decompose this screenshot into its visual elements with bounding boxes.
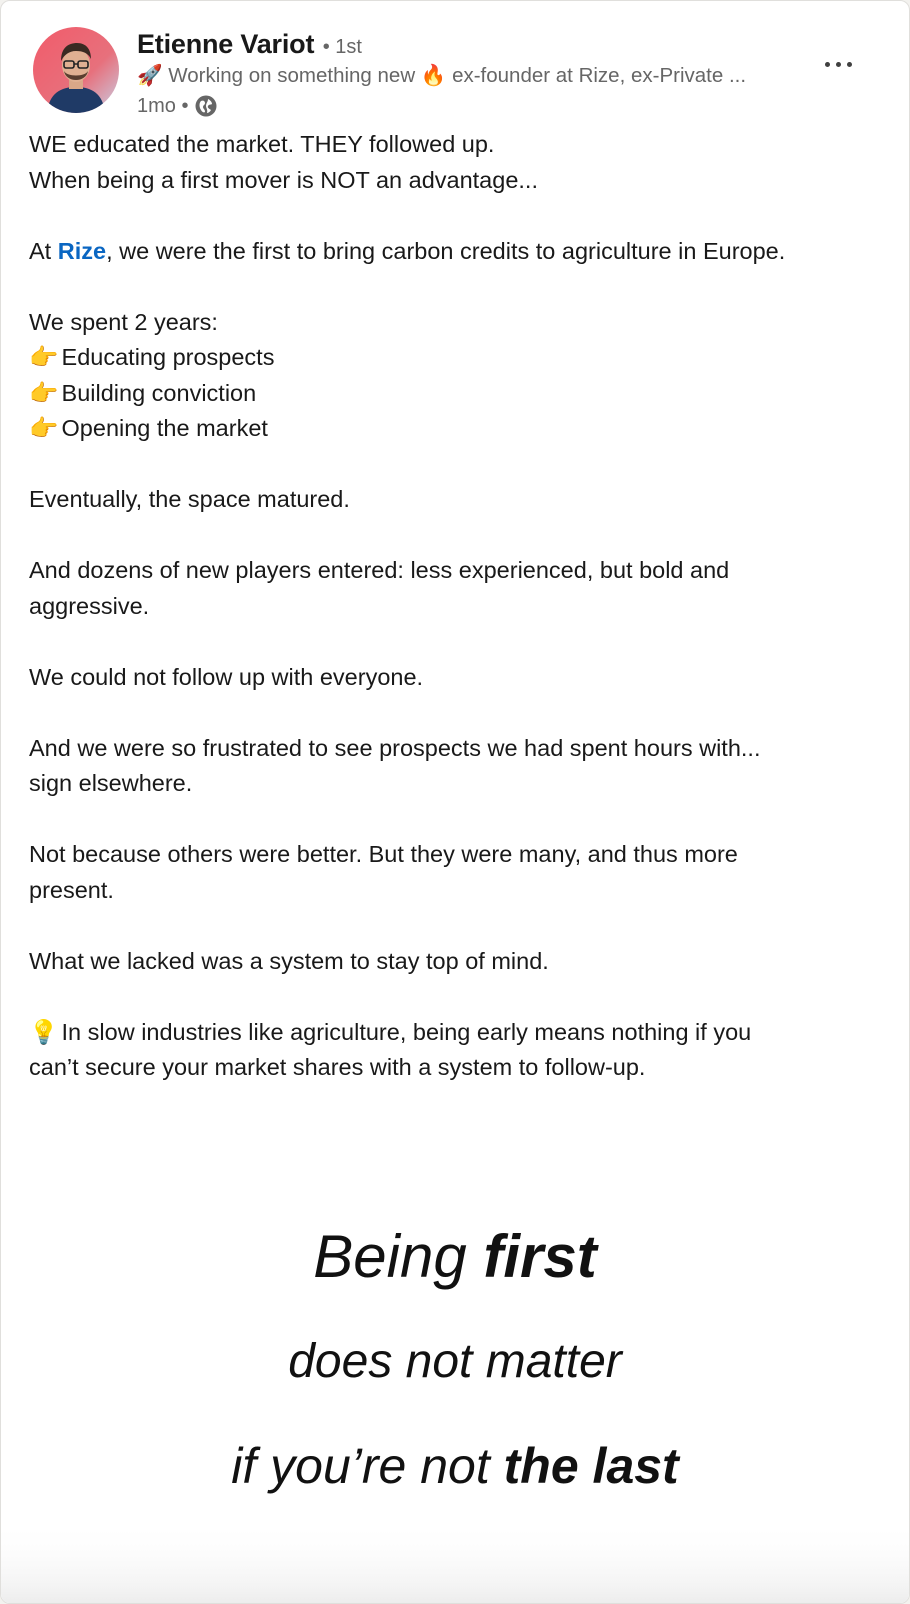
post-meta [137, 91, 827, 121]
body-line: aggressive. [29, 592, 150, 619]
rocket-icon: 🚀 [137, 64, 163, 87]
headline-tail: ex-founder at Rize, ex-Private ... [452, 64, 747, 87]
company-mention-link[interactable]: Rize [57, 237, 107, 264]
body-text-fragment: At [29, 237, 58, 264]
body-line: And we were so frustrated to see prospects we had spent hours with... [29, 734, 761, 761]
bullet-text: Building conviction [61, 379, 257, 406]
light-bulb-icon: 💡 [29, 1018, 59, 1045]
body-line: Not because others were better. But they were many, and thus more [29, 841, 738, 867]
image-caption-line1: Being first [313, 1223, 597, 1290]
headline-text: Working on something new [168, 64, 416, 87]
pointing-hand-icon: 👉 [29, 415, 59, 441]
fire-icon: 🔥 [420, 64, 447, 87]
globe-icon [194, 94, 218, 118]
post-image[interactable] [1, 1121, 909, 1604]
body-line: We spent 2 years: [29, 308, 218, 335]
bullet-item [29, 376, 889, 412]
body-text-fragment: , we were the first to bring carbon credits to agriculture in Europe. [106, 237, 786, 264]
body-line: sign elsewhere. [29, 770, 193, 796]
author-info [137, 27, 827, 121]
bullet-item [29, 340, 889, 376]
body-text-fragment: In slow industries like agriculture, being early means nothing if you [61, 1018, 752, 1045]
body-line: present. [29, 876, 114, 903]
body-line: Eventually, the space matured. [29, 486, 350, 512]
pointing-hand-icon: 👉 [29, 379, 59, 406]
bullet-text: Opening the market [61, 415, 268, 441]
body-line: We could not follow up with everyone. [29, 663, 424, 690]
bullet-text: Educating prospects [61, 344, 275, 370]
body-line: WE educated the market. THEY followed up. [29, 131, 495, 157]
post-time[interactable]: 1mo • [137, 95, 189, 117]
body-line: can’t secure your market shares with a system to follow-up. [29, 1054, 646, 1080]
post-header [33, 27, 883, 115]
author-headline[interactable] [137, 61, 827, 91]
pointing-hand-icon: 👉 [29, 344, 59, 370]
post-body [29, 127, 889, 1086]
author-name[interactable]: Etienne Variot [137, 29, 315, 59]
author-name-line [137, 27, 827, 61]
image-caption-line2: does not matter [288, 1335, 622, 1388]
more-dot [836, 62, 841, 67]
body-line: When being a first mover is NOT an advantage... [29, 166, 538, 193]
body-line [29, 1015, 889, 1051]
bullet-item [29, 411, 889, 447]
more-dot [825, 62, 830, 67]
image-caption-line3: if you’re not the last [231, 1438, 679, 1494]
connection-degree: • 1st [322, 36, 362, 58]
more-options-icon[interactable] [819, 49, 859, 79]
more-dot [847, 62, 852, 67]
author-avatar[interactable] [33, 27, 119, 113]
body-line: And dozens of new players entered: less experienced, but bold and [29, 557, 730, 583]
body-line [29, 234, 889, 270]
body-line: What we lacked was a system to stay top of mind. [29, 947, 549, 974]
